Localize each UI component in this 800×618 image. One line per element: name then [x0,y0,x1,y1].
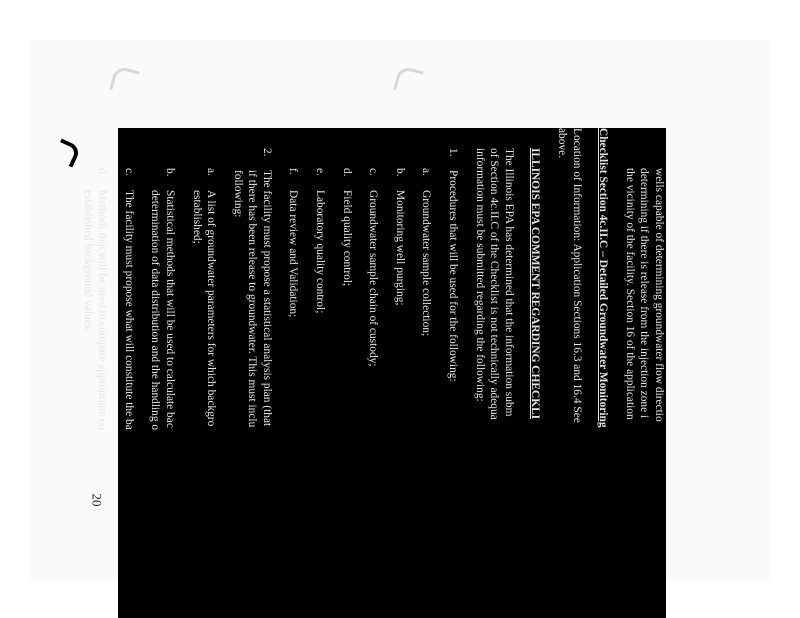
text-line: determination of data distribution and the handling o [149,190,162,431]
list-item: 2.The facility must propose a statistical analysis plan (that [260,148,273,427]
text-line: determining if there is release from the injection zone i [638,168,651,419]
list-item: d.Field quality control; [340,168,353,287]
list-item: e.Laboratory quality control; [314,168,327,314]
list-item: a.Groundwater sample collection; [420,168,433,337]
text-line: the vicinity of the facility. Section 16 of the application [623,168,636,420]
list-item: f.Data review and Validation; [287,168,300,318]
text-line: above. [556,128,569,159]
text-line: of Section 4c.II.C of the Checklist is not technically adequa [488,148,501,420]
section-heading: Checklist Section 4c.II.C – Detailed Groundwater Monitoring [597,128,610,428]
text-line: The Illinois EPA has determined that the information subm [502,148,515,417]
text-line: if there has been release to groundwater. This must inclu [246,170,259,428]
list-item: c.Groundwater sample chain of custody; [367,168,380,367]
text-line: Location of Information: Application Sections 16.3 and 16.4 See [570,128,583,423]
text-line: following: [231,170,244,218]
text-line: information must be submitted regarding the following: [473,148,486,402]
list-item: c.The facility must propose what will constitute the ba [122,168,135,430]
list-item: d.Methods that will be used to compare appropriate co [96,168,109,430]
list-item: 1.Procedures that will be used for the following: [447,148,460,382]
list-item: b.Statistical methods that will be used to calculate bac [163,168,176,428]
comment-heading: ILLINOIS EPA COMMENT REGARDING CHECKLI [529,148,542,420]
text-line: wells capable of determining groundwater flow directio [653,168,665,422]
list-item: a.A list of groundwater parameters for which backgro [205,168,218,427]
text-line: established; [190,190,203,244]
list-item: b.Monitoring well purging; [393,168,406,306]
text-line: established background values; [81,190,94,333]
page-number: 20 [89,493,105,507]
